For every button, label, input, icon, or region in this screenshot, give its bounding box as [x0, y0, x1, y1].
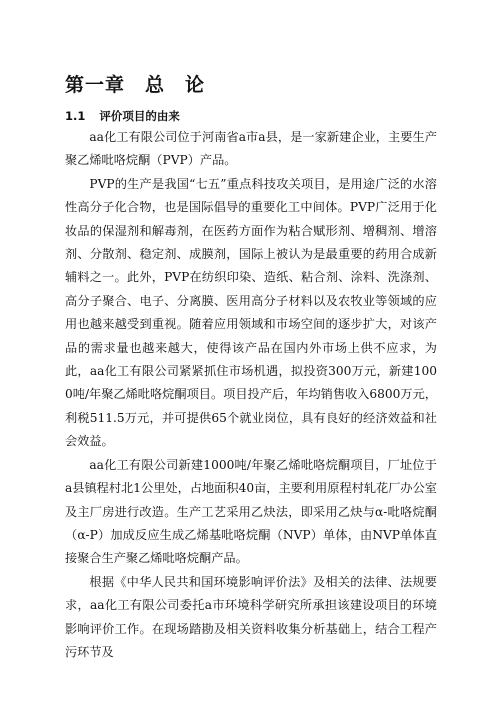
paragraph-eia-commission: 根据《中华人民共和国环境影响评价法》及相关的法律、法规要求，aa化工有限公司委托a市环境科学研究所承担该建设项目的环境影响评价工作。在现场踏勘及相关资料收集分析基础上，结合工程产污环节及: [65, 574, 437, 659]
paragraph-intro: aa化工有限公司位于河南省a市a县，是一家新建企业，主要生产聚乙烯吡咯烷酮（PVP）产品。: [65, 130, 437, 168]
chapter-title: 第一章 总 论: [65, 74, 206, 96]
paragraph-pvp-background: PVP的生产是我国“七五”重点科技攻关项目，是用途广泛的水溶性高分子化合物，也是国际倡导的重要化工中间体。PVP广泛用于化妆品的保湿剂和解毒剂，在医药方面作为粘合赋形剂、增稠剂、增溶剂、分散剂、稳定剂、成膜剂，国际上被认为是最重要的药用合成新辅料之一。此外，PVP在纺织印染、造纸、粘合剂、涂料、洗涤剂、高分子聚合、电子、分离膜、医用高分子材料以及农牧业等领域的应用也越来越受到重视。随着应用领域和市场空间的逐步扩大，对该产品的需求量也越来越大，使得该产品在国内外市场上供不应求，为此，aa化工有限公司紧紧抓住市场机遇，拟投资300万元，新建1000吨/年聚乙烯吡咯烷酮项目。项目投产后，年均销售收入6800万元，利税511.5万元，并可提供65个就业岗位，具有良好的经济效益和社会效益。: [65, 176, 437, 449]
section-heading: [65, 108, 180, 124]
paragraph-project-site: aa化工有限公司新建1000吨/年聚乙烯吡咯烷酮项目，厂址位于a县镇程村北1公里处，占地面积40亩，主要利用原程村轧花厂办公室及主厂房进行改造。生产工艺采用乙炔法，即采用乙炔与α-吡咯烷酮（α-P）加成反应生成乙烯基吡咯烷酮（NVP）单体，由NVP单体直接聚合生产聚乙烯吡咯烷酮产品。: [65, 457, 437, 566]
section-title: 评价项目的由来: [99, 109, 180, 123]
body-text: [65, 126, 437, 664]
section-number: 1.1: [65, 109, 86, 123]
